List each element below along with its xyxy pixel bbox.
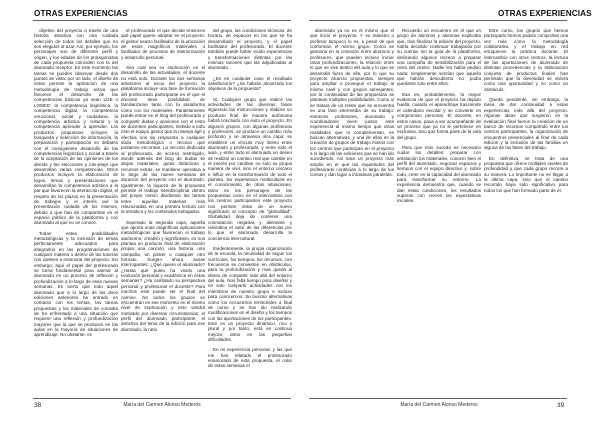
right-page-header: OTRAS EXPERIENCIAS bbox=[498, 9, 592, 18]
left-column-2 bbox=[121, 28, 205, 392]
paragraph: Sea cual sea su implicación en el desarrollo de las actividades, el docente no está solo. Durante las dos semanas anteriores al inicio del proyecto la plataforma incluye una fase de formación del profesorado participante en el que el docente tiene posibilidad de familiarizarse tanto con la plataforma como con los materiales. Paralelamente puede entrar en el blog del profesorado y compartir dudas y opiniones con el resto de docentes participantes. Debido a todo esto el equipo gestor que la maneja ágil y efectiva nos da respuesta a cualquier duda metodológica o técnica que podamos encontrar. La sección dedicada al profesorado, de acceso restringido, donde además del blog de dudas se alojan materiales, guías didácticas y recursos extras, se mantiene operativa a lo largo de las nueve semanas de duración del proyecto con el alumnado. Igualmente, la riqueza de la propuesta permite el trabajo interdisciplinar dentro del propio centro dividiendo las tareas entre aquellas materias más relacionadas en una primera lectura con la temática y los contenidos trabajados. bbox=[121, 65, 205, 215]
left-column-1 bbox=[34, 28, 118, 392]
paragraph: objetivo del proyecto a través de una historia atractiva con una cuidada selección de todos los detalles que no son elegidos al azar. Así, por ejemplo, los personajes son de diferente perfil y origen, y los edades de los protagonistas de cada propuesta coinciden con la del alumnado receptor. En este momento las tareas se pueden observar desde dos puntos de vista: por un lado, el diseño de estas permite la aplicación de una metodología de trabajo activa que favorece el desarrollo de las competencias básicas ya sean LOE o LOMCE: la competencia lingüística, la competencia digital, la competencia emocional, social y ciudadana, la competencia artística y cultural y la competencia aprender a aprender. Los productos propuestos incluyen la búsqueda y selección de información, la preparación y participación en debates con el consiguiente desarrollo de las competencias lingüística y social a través de la aceptación de las opiniones de los demás y las elecciones y role-plays que desarrollan varias competencias. Otros productos incluyen la elaboración de logos, lemas y presentaciones que desarrollan la competencia artística a la par que favorecen la interacción digital, el respeto de los plazos en la presentación de trabajos y el interés por la presentación cuidada de los mismos, debido a que han de compartirse en el espacio público de la plataforma y con alumnado al que no se conoce. bbox=[34, 28, 118, 226]
right-page-number: 39 bbox=[557, 402, 565, 409]
paragraph: del grupo, las condiciones técnicas, de horario, de espacios en los que se ha desarrollado el proyecto, y el papel facilitador del profesorado. El docente también puede haber vivido experiencias y transformaciones distintas por las mismas razones que las adjudicadas al alumnado. bbox=[208, 28, 292, 71]
left-header-rule bbox=[33, 20, 291, 21]
paragraph: Recuerdo un encuentro en el que un grupo de alumnos y alumnas explicaba que, tras finalizar la edición del proyecto, había decidido continuar trabajando por su cuenta, sin la guía de la plataforma, dedicando algunos recreos a preparar una campaña de sensibilización para el resto del centro. Nadie les había pedido nada; simplemente sentían que aquello que habían descubierto no podía quedarse solo entre ellos. bbox=[397, 28, 481, 87]
left-page-number: 38 bbox=[34, 402, 42, 409]
paragraph: Todas estas posibilidades metodológicas y la inclusión de temas perfectamente adecuados para integrarlos en las programaciones de cualquier materia o dentro de las tutorías nos vuelven a enamorar del proyecto. Sin embargo, aquí el papel del profesorado se torna fundamental para animar al alumnado en un proceso de reflexión y profundización a lo largo de esas nuevas semanas. Es cierto que todo aquel alumnado que a lo largo de las doce ediciones anteriores ha entrado en contacto con los temas, las tareas propuestas y los materiales de consulta de ha enfrentado a una situación que requiere una reflexión y profundización mayores que la que se producen en las aulas en la mayoría de situaciones de aprendizaje. No obstante, es bbox=[34, 230, 118, 338]
left-page-header: OTRAS EXPERIENCIAS bbox=[34, 9, 128, 18]
paragraph: Superado la segunda capa, aquella que aporta unas magníficas aplicaciones metodológicas que favorecen el trabajo autónomo, creativo y significativo, es nos plantea un producto final de elaboración propia: una canción, una historia, una campaña, un póster o cualquier otro formato. Surgen ahora varias interrogantes: ¿Qué quiere el alumnado? ¿Hasta qué punto ha vivido una evolución personal y académica en estas semanas? ¿Ha cambiado su perspectiva personal y profesional el docente? Para muchos este puede ser el final del camino. No todos los grupos se encuentran en ese momento en el mismo nivel de implicación y esto vendrá motivado por diversas circunstancias: el perfil del alumnado participante, el atractivo del tema de la edición para ese alumnado, la ratio bbox=[121, 219, 205, 332]
right-page-author: María del Carmen Alonso Mederos bbox=[400, 402, 478, 408]
paragraph: Para que esto suceda es necesario cuidar los detalles: preparar con antelación los materiales, conocer bien el perfil del alumnado, negociar espacios y tiempos con el equipo directivo y, sobre todo, creer en la capacidad del alumnado para transformar su entorno. La experiencia demuestra que, cuando se dan estas condiciones, los resultados superan con creces las expectativas iniciales. bbox=[397, 144, 481, 204]
paragraph: ¿Es en cualquier caso el resultado satisfactorio? ¿Se habrán alcanzado los objetivos de la propuesta? bbox=[208, 75, 292, 92]
right-column-1 bbox=[310, 28, 394, 392]
paragraph: En definitiva, se trata de una propuesta que ofrece múltiples niveles de profundidad y que cada grupo recorre a su manera. Lo importante no es llegar a la última capa, sino que el camino recorrido haya sido significativo para todos los que han formado parte de él. bbox=[484, 155, 568, 193]
paragraph: En mi experiencia personal, y las que me han relatado el profesorado enamorado de esta propuesta, el calor de estas semanas el bbox=[208, 347, 292, 369]
left-footer-rule bbox=[33, 398, 291, 399]
paragraph: Este curso, los grupos que hemos participado hemos podido comprobar una vez más cómo la metodología colaborativa y el trabajo en red enriquecen la práctica docente. El intercambio con otros centros, la lectura de las aportaciones de alumnado de distintas procedencias y la elaboración conjunta de productos finales han permitido que la diversidad se viviera como una oportunidad y no como un obstáculo. bbox=[484, 28, 568, 92]
left-column-3 bbox=[208, 28, 292, 392]
right-column-3 bbox=[484, 28, 568, 392]
paragraph: Queda pendiente, sin embargo, la tarea de dar continuidad a estas experiencias más allá del proyecto. Algunas ideas que surgieron en la evaluación final fueron la creación de un banco de recursos compartido entre los centros participantes, la organización de encuentros presenciales al final de cada edición y la inclusión de las familias en alguna de las fases del trabajo. bbox=[484, 97, 568, 151]
left-page-author: María del Carmen Alonso Mederos bbox=[123, 402, 201, 408]
paragraph: Sí. Cualquier grupo que realice las actividades de las diversas fases siguiendo las instrucciones y elabore un producto final de manera autónoma habrá concluido con éxito el proyecto. En algunos grupos, con algunas profesoras y profesores, se produce un cambio más profundo y se atraviesa otra capa: se establece un vínculo muy íntimo entre alumnado y profesorado, y entre todo el aula, y entre todo el alumnado un deseo de realizar un cambio real que cambie en el interés por cambiar no solo su propia manera de vivir, sino el entorno cercano e influir en la transformación de todo el planeta. Su experiencia multicultural en el conocimiento de otras situaciones, tanto en los personajes de las propuestas como en el intercambio con los centros participantes este proyecto nos permite dotar de un nuevo significado al concepto de “globalidad”. Globalidad deja de contener una connotación negativa y alienante y reivindica el valor de las diferencias por lo que el alumnado desarrolla la conciencia intercultural. bbox=[208, 96, 292, 241]
right-header-rule bbox=[309, 20, 567, 21]
paragraph: Esa es, probablemente, la mayor evidencia de que el proyecto ha dejado huella: cuando el aprendizaje trasciende el calendario escolar y se convierte en compromiso personal. El docente, en estos casos, pasa a ser acompañante de un proceso que ya no le pertenece en exclusiva, sino que forma parte de la vida del grupo. bbox=[397, 91, 481, 140]
right-footer-rule bbox=[309, 398, 567, 399]
right-column-2 bbox=[397, 28, 481, 392]
paragraph: Evidentemente, la propia organización de la escuela, la necesidad de seguir los currículos, los tiempos, los recursos, con frecuencia se convierten en obstáculos, para la profundización y mas queda al deseo de compartir más allá del entorno del aula. Nos falta tiempo para diseñar y no solo compartir actividades con los miembros de nuestro grupo e incluso para conocernos. Se buscan alternativas como los encuentros territoriales a final de curso y se han ido realizando modificaciones en el diseño y los tiempos con las aportaciones de los participantes. Este es un proyecto dinámico, rico y plural y por tanto, está en continua mejora, tanto en las pequeñas dificultades. bbox=[208, 246, 292, 342]
paragraph: el profesorado el que decide entonces qué papel quiere adoptar en el proyecto: el gestor neutro facilitador de la ubicación de estos magníficos materiales o facilitador de procesos de interiorización y desarrollo personal. bbox=[121, 28, 205, 60]
paragraph: alumnado ya no es el mismo que el que inició el proyecto. Y su maestro o profesor tampoco lo es, a pesar de que conforman el mismo grupo. Como se gestiona en la conexión entre alumnos y profesores, que pueden incluso iniciar otras profundizaciones, la relación entre lo que se vive dentro del aula y lo que se desarrolla fuera de ella, por lo que su proyecto alcanza propuestas, siempre para ampliar o proseguir el trabajo al mismo nivel y con grupos semejantes; por la continuidad de las propuestas se plantean multiples posibilidades. Como si se tratara de un relato que se encuentra en una fase intermedia de su trabajo: entonces profesores, alumnado y coordinadores viven juntos esta experiencia al mismo tiempo que otras realidades que lo complementan, se buscan alternativas, y una de ellas es la creación de grupos de trabajo mixtos con los centros que participan en el proyecto a lo largo de las ediciones que se han ido sucediendo. Así nace un proyecto más amplio en el que las inquietudes del profesorado continúan a lo largo de los cursos y dan lugar a iniciativas paralelas. bbox=[310, 28, 394, 178]
